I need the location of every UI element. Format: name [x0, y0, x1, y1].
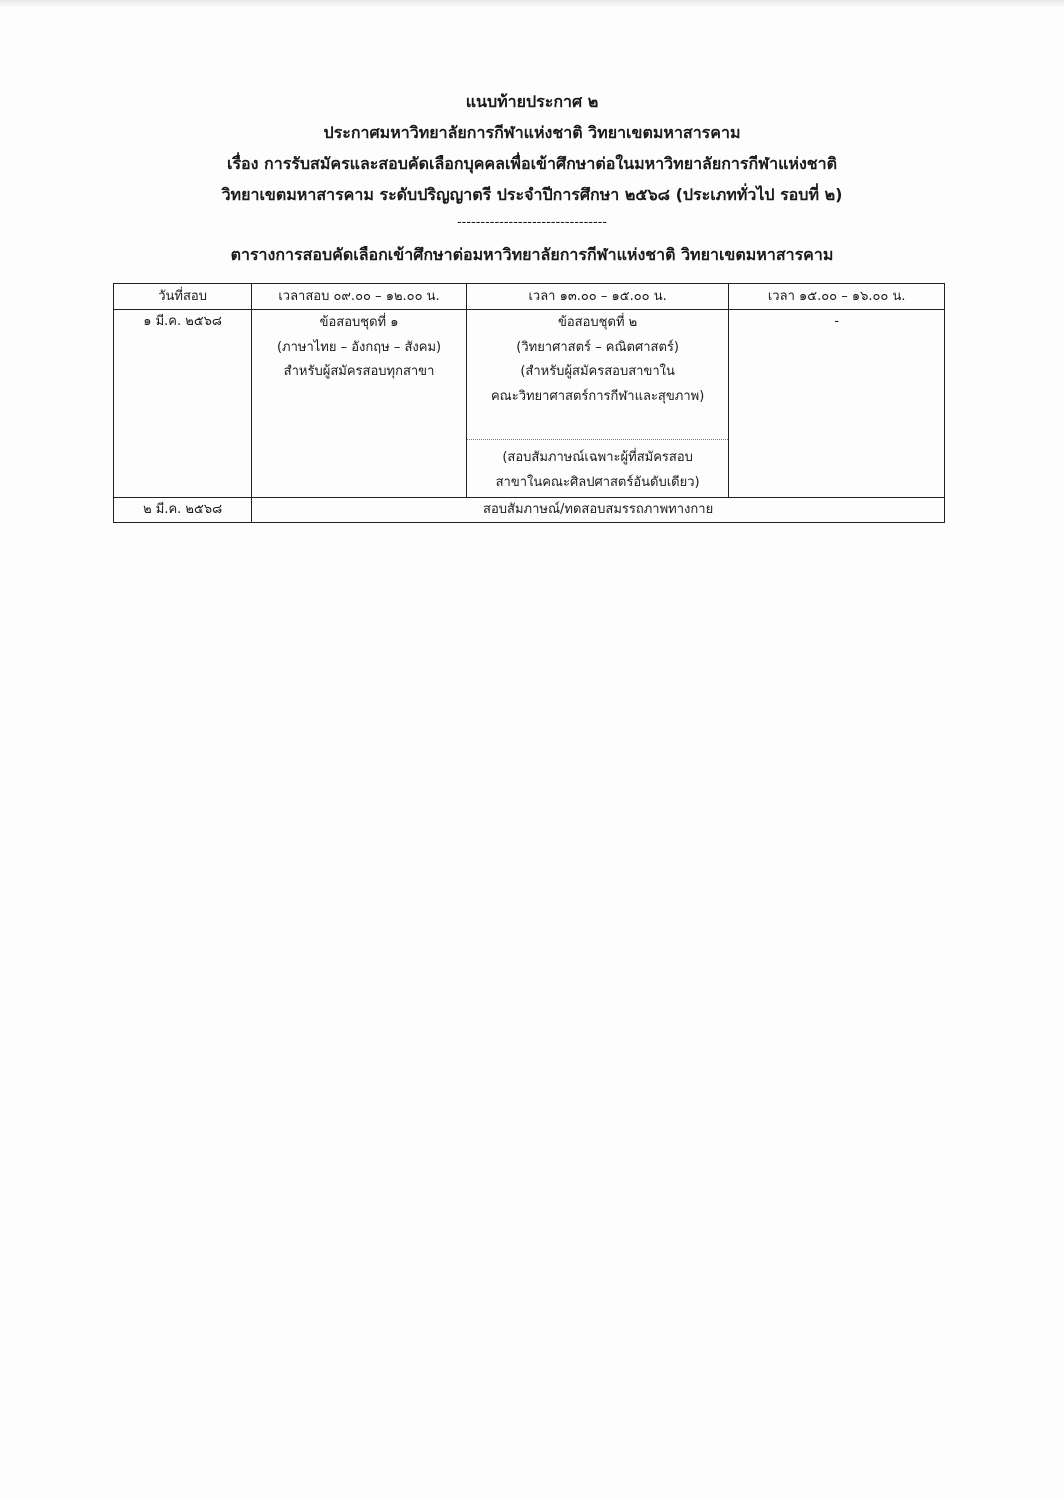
- schedule-table-title: ตารางการสอบคัดเลือกเข้าศึกษาต่อมหาวิทยาลัยการกีฬาแห่งชาติ วิทยาเขตมหาสารคาม: [230, 245, 834, 264]
- table-header-row: [114, 284, 945, 310]
- header-afternoon-time: เวลา ๑๓.๐๐ – ๑๕.๐๐ น.: [466, 284, 729, 310]
- interview-note-line1: (สอบสัมภาษณ์เฉพาะผู้ที่สมัครสอบ: [502, 450, 693, 465]
- header-late-afternoon-time: เวลา ๑๕.๐๐ – ๑๖.๐๐ น.: [729, 284, 945, 310]
- exam-set-2-subjects: (วิทยาศาสตร์ – คณิตศาสตร์): [516, 339, 679, 355]
- row1-date: ๑ มี.ค. ๒๕๖๘: [114, 310, 252, 498]
- announcement-header: [0, 86, 1064, 232]
- interview-note-line2: สาขาในคณะศิลปศาสตร์อันดับเดียว): [495, 474, 700, 490]
- row2-date: ๒ มี.ค. ๒๕๖๘: [114, 498, 252, 523]
- table-row: [114, 310, 945, 498]
- row1-late-cell: -: [729, 310, 945, 498]
- scan-edge: [0, 0, 1064, 8]
- exam-set-2-faculty: คณะวิทยาศาสตร์การกีฬาและสุขภาพ): [490, 388, 705, 404]
- exam-set-1-title: ข้อสอบชุดที่ ๑: [319, 315, 399, 330]
- row2-activity: สอบสัมภาษณ์/ทดสอบสมรรถภาพทางกาย: [252, 498, 945, 523]
- header-exam-date: วันที่สอบ: [114, 284, 252, 310]
- exam-set-1-applicants: สำหรับผู้สมัครสอบทุกสาขา: [283, 364, 435, 379]
- header-divider: --------------------------------: [456, 215, 608, 230]
- exam-set-2-block: [467, 310, 729, 440]
- exam-schedule-table: [113, 283, 945, 523]
- announcement-subject: เรื่อง การรับสมัครและสอบคัดเลือกบุคคลเพื่อเข้าศึกษาต่อในมหาวิทยาลัยการกีฬาแห่งชาติ: [226, 154, 838, 173]
- row1-afternoon-cell: [466, 310, 729, 498]
- header-morning-time: เวลาสอบ ๐๙.๐๐ – ๑๒.๐๐ น.: [252, 284, 467, 310]
- table-row: [114, 498, 945, 523]
- exam-set-1-subjects: (ภาษาไทย – อังกฤษ – สังคม): [276, 339, 442, 355]
- interview-block: [467, 440, 729, 497]
- announcement-title: ประกาศมหาวิทยาลัยการกีฬาแห่งชาติ วิทยาเขตมหาสารคาม: [323, 123, 741, 142]
- exam-set-2-title: ข้อสอบชุดที่ ๒: [557, 315, 638, 330]
- announcement-subject-continued: วิทยาเขตมหาสารคาม ระดับปริญญาตรี ประจำปีการศึกษา ๒๕๖๘ (ประเภททั่วไป รอบที่ ๒): [221, 185, 843, 204]
- exam-set-2-applicants: (สำหรับผู้สมัครสอบสาขาใน: [520, 364, 675, 379]
- row1-morning-cell: [252, 310, 467, 498]
- attachment-title: แนบท้ายประกาศ ๒: [465, 92, 599, 111]
